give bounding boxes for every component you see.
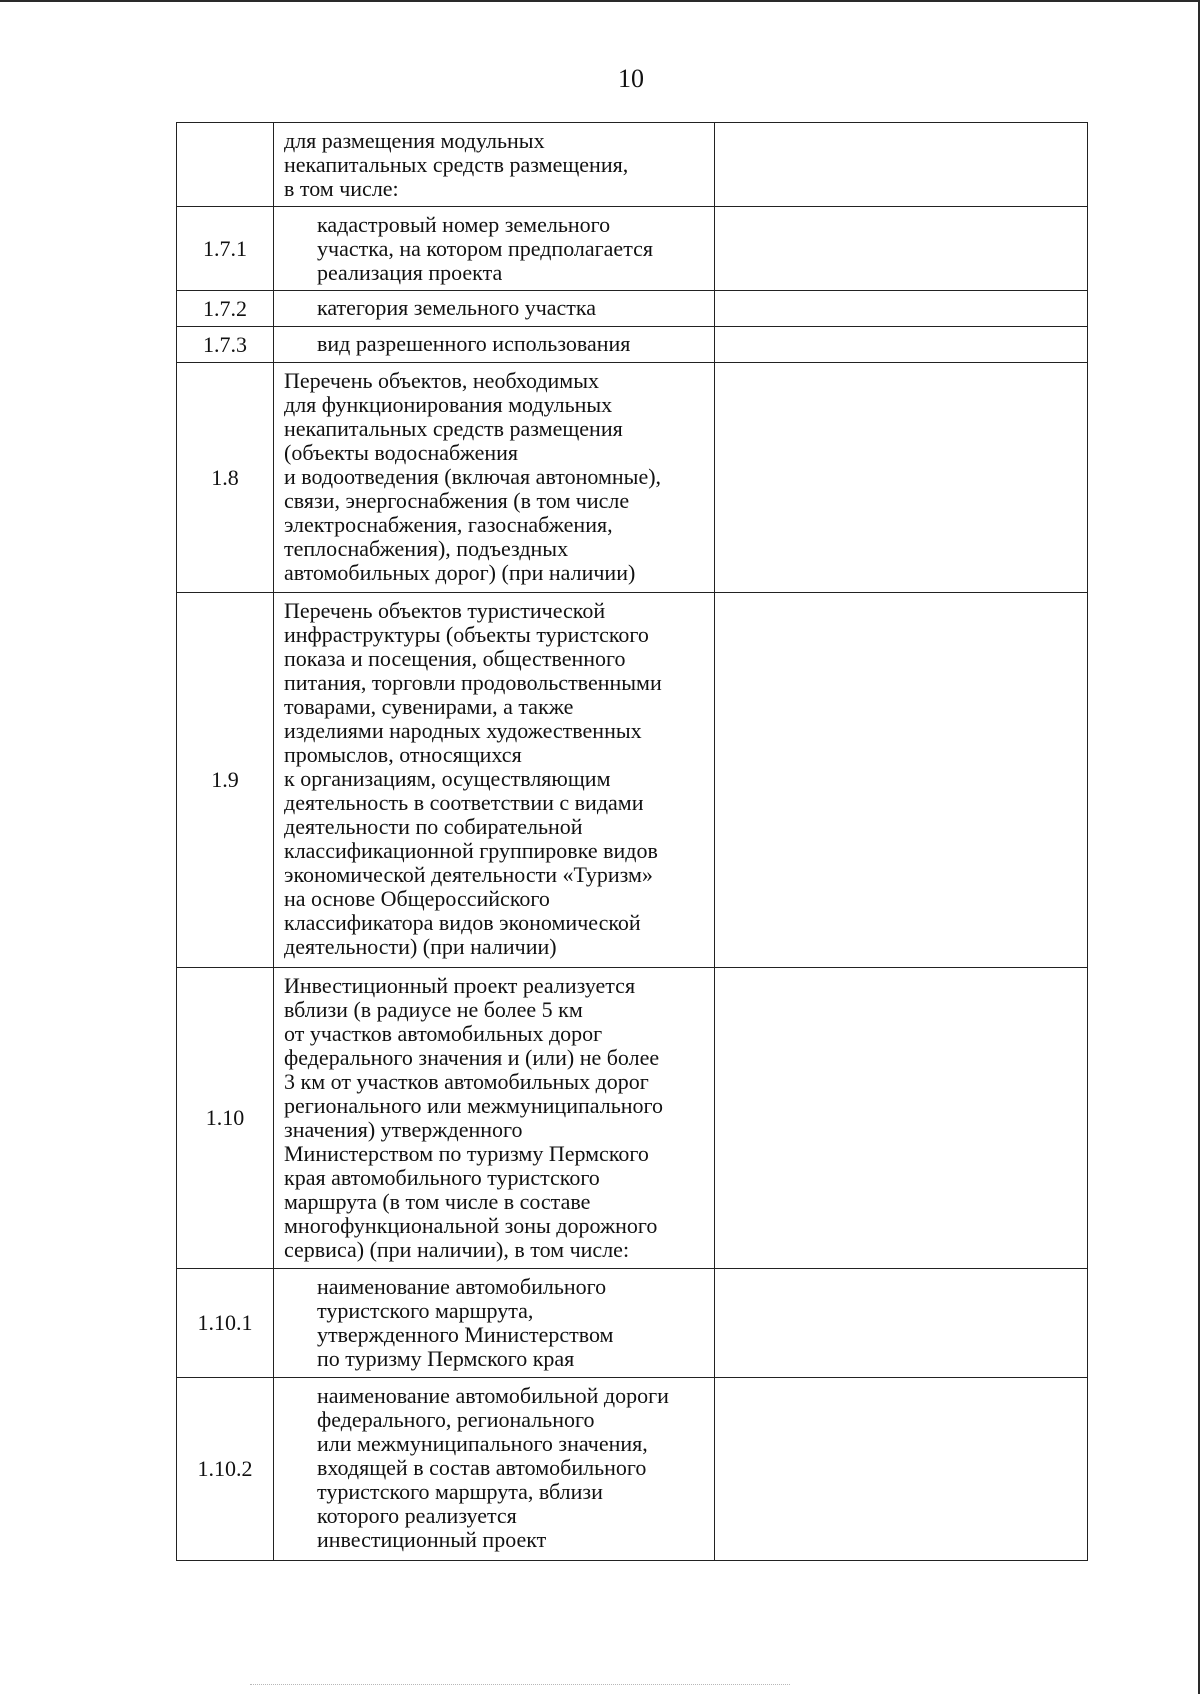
table-row [177, 123, 1088, 207]
description-line: на основе Общероссийского [284, 886, 550, 911]
description-line: деятельности) (при наличии) [284, 934, 557, 959]
description-line: изделиями народных художественных [284, 718, 642, 743]
description-line: сервиса) (при наличии), в том числе: [284, 1237, 630, 1262]
description-line: многофункциональной зоны дорожного [284, 1213, 658, 1238]
row-value [715, 363, 1088, 593]
description-line: по туризму Пермского края [317, 1346, 575, 1371]
description-line: кадастровый номер земельного [317, 212, 611, 237]
description-line: для размещения модульных [284, 128, 545, 153]
description-line: Перечень объектов туристической [284, 598, 606, 623]
row-number: 1.10 [177, 968, 274, 1269]
row-number: 1.10.2 [177, 1378, 274, 1561]
description-line: федерального, регионального [317, 1407, 595, 1432]
row-description [274, 1378, 715, 1561]
description-line: инвестиционный проект [317, 1527, 547, 1552]
description-line: туристского маршрута, вблизи [317, 1479, 603, 1504]
table-row [177, 327, 1088, 363]
description-line: которого реализуется [317, 1503, 517, 1528]
row-number: 1.8 [177, 363, 274, 593]
row-value [715, 327, 1088, 363]
row-description [274, 291, 715, 327]
description-line: регионального или межмуниципального [284, 1093, 663, 1118]
description-line: наименование автомобильного [317, 1274, 607, 1299]
description-line: от участков автомобильных дорог [284, 1021, 603, 1046]
description-line: вблизи (в радиусе не более 5 км [284, 997, 583, 1022]
row-number [177, 123, 274, 207]
description-line: питания, торговли продовольственными [284, 670, 662, 695]
scan-bottom-rule [250, 1684, 790, 1685]
description-line: показа и посещения, общественного [284, 646, 626, 671]
description-line: автомобильных дорог) (при наличии) [284, 560, 636, 585]
description-line: маршрута (в том числе в составе [284, 1189, 591, 1214]
description-line: или межмуниципального значения, [317, 1431, 648, 1456]
row-number: 1.7.1 [177, 207, 274, 291]
description-line: некапитальных средств размещения, [284, 152, 629, 177]
table-row [177, 291, 1088, 327]
description-line: в том числе: [284, 176, 399, 201]
description-line: наименование автомобильной дороги [317, 1383, 669, 1408]
scan-edge-top [0, 0, 1200, 2]
row-description [274, 123, 715, 207]
description-line: деятельности по собирательной [284, 814, 583, 839]
description-line: классификационной группировке видов [284, 838, 658, 863]
description-line: значения) утвержденного [284, 1117, 523, 1142]
description-line: и водоотведения (включая автономные), [284, 464, 662, 489]
row-value [715, 123, 1088, 207]
table-row [177, 968, 1088, 1269]
description-line: реализация проекта [317, 260, 503, 285]
description-line: промыслов, относящихся [284, 742, 522, 767]
description-line: (объекты водоснабжения [284, 440, 519, 465]
form-table [176, 122, 1088, 1561]
table-row [177, 1378, 1088, 1561]
description-line: категория земельного участка [317, 295, 597, 320]
row-description [274, 363, 715, 593]
row-value [715, 968, 1088, 1269]
row-value [715, 593, 1088, 968]
row-number: 1.7.2 [177, 291, 274, 327]
row-description [274, 207, 715, 291]
table-row [177, 207, 1088, 291]
description-line: некапитальных средств размещения [284, 416, 623, 441]
description-line: Перечень объектов, необходимых [284, 368, 599, 393]
row-description [274, 327, 715, 363]
description-line: классификатора видов экономической [284, 910, 641, 935]
row-value [715, 207, 1088, 291]
table-row [177, 1269, 1088, 1378]
description-line: экономической деятельности «Туризм» [284, 862, 653, 887]
description-line: утвержденного Министерством [317, 1322, 614, 1347]
description-line: Инвестиционный проект реализуется [284, 973, 636, 998]
row-description [274, 1269, 715, 1378]
table-row [177, 593, 1088, 968]
row-number: 1.9 [177, 593, 274, 968]
description-line: федерального значения и (или) не более [284, 1045, 660, 1070]
description-line: товарами, сувенирами, а также [284, 694, 574, 719]
description-line: теплоснабжения), подъездных [284, 536, 569, 561]
page-number: 10 [618, 64, 644, 93]
description-line: участка, на котором предполагается [317, 236, 653, 261]
row-value [715, 291, 1088, 327]
description-line: связи, энергоснабжения (в том числе [284, 488, 630, 513]
description-line: для функционирования модульных [284, 392, 613, 417]
description-line: 3 км от участков автомобильных дорог [284, 1069, 649, 1094]
row-number: 1.10.1 [177, 1269, 274, 1378]
description-line: инфраструктуры (объекты туристского [284, 622, 649, 647]
description-line: вид разрешенного использования [317, 331, 631, 356]
row-number: 1.7.3 [177, 327, 274, 363]
table-row [177, 363, 1088, 593]
row-value [715, 1269, 1088, 1378]
description-line: деятельность в соответствии с видами [284, 790, 644, 815]
row-value [715, 1378, 1088, 1561]
description-line: к организациям, осуществляющим [284, 766, 611, 791]
description-line: входящей в состав автомобильного [317, 1455, 647, 1480]
description-line: туристского маршрута, [317, 1298, 534, 1323]
description-line: Министерством по туризму Пермского [284, 1141, 649, 1166]
row-description [274, 968, 715, 1269]
description-line: края автомобильного туристского [284, 1165, 600, 1190]
description-line: электроснабжения, газоснабжения, [284, 512, 613, 537]
row-description [274, 593, 715, 968]
